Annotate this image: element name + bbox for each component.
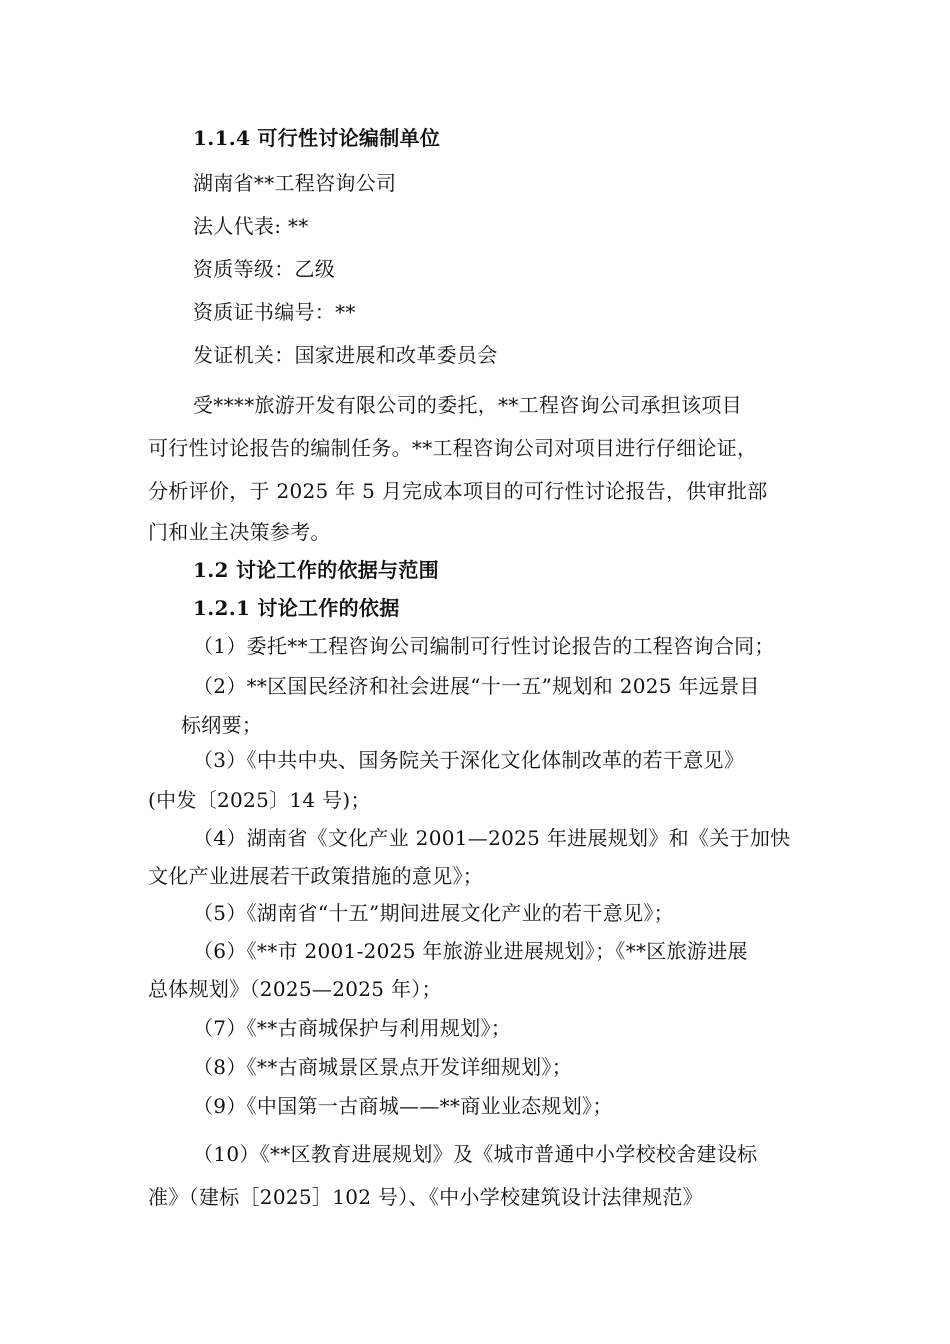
basis-item-4-cont: 文化产业进展若干政策措施的意见》；: [148, 864, 484, 888]
basis-item-9: （9）《中国第一古商城——**商业业态规划》；: [193, 1094, 613, 1118]
basis-item-4: （4）湖南省《文化产业 2001—2025 年进展规划》和《关于加快: [193, 826, 791, 850]
basis-item-2-cont: 标纲要；: [181, 713, 263, 737]
basis-item-10-cont: 准》（建标［2025］102 号）、《中小学校建筑设计法律规范》: [148, 1185, 704, 1209]
basis-item-6: （6）《**市 2001-2025 年旅游业进展规划》；《**区旅游进展: [193, 939, 748, 963]
paragraph-line: 受****旅游开发有限公司的委托，**工程咨询公司承担该项目: [193, 393, 742, 417]
heading-1-2: 1.2 讨论工作的依据与范围: [193, 558, 439, 582]
basis-item-2: （2）**区国民经济和社会进展“十一五”规划和 2025 年远景目: [193, 674, 760, 698]
qualification-level: 资质等级：乙级: [193, 257, 336, 281]
heading-1-2-1: 1.2.1 讨论工作的依据: [193, 596, 400, 620]
heading-1-1-4: 1.1.4 可行性讨论编制单位: [193, 126, 441, 150]
basis-item-5: （5）《湖南省“十五”期间进展文化产业的若干意见》；: [193, 901, 674, 925]
certificate-number: 资质证书编号：**: [193, 300, 356, 324]
basis-item-10: （10）《**区教育进展规划》及《城市普通中小学校校舍建设标: [193, 1142, 758, 1166]
paragraph-line: 分析评价，于 2025 年 5 月完成本项目的可行性讨论报告，供审批部: [148, 479, 768, 503]
basis-item-7: （7）《**古商城保护与利用规划》；: [193, 1016, 512, 1040]
company-name: 湖南省**工程咨询公司: [193, 171, 397, 195]
basis-item-3: （3）《中共中央、国务院关于深化文化体制改革的若干意见》: [193, 748, 745, 772]
basis-item-8: （8）《**古商城景区景点开发详细规划》；: [193, 1055, 573, 1079]
paragraph-line: 可行性讨论报告的编制任务。**工程咨询公司对项目进行仔细论证，: [148, 436, 758, 460]
legal-representative: 法人代表: **: [193, 214, 309, 238]
paragraph-line: 门和业主决策参考。: [148, 520, 331, 544]
basis-item-1: （1）委托**工程咨询公司编制可行性讨论报告的工程咨询合同；: [193, 634, 775, 658]
basis-item-6-cont: 总体规划》（2025—2025 年）；: [148, 977, 442, 1001]
issuing-authority: 发证机关：国家进展和改革委员会: [193, 343, 498, 367]
basis-item-3-cont: (中发〔2025〕14 号)；: [148, 788, 371, 812]
